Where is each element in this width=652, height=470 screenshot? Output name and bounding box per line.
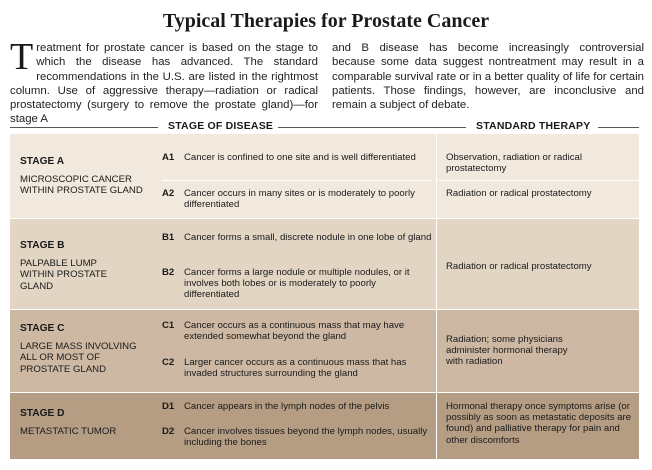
stage-name: STAGE C (20, 323, 65, 334)
stage-description: LARGE MASS INVOLVING ALL OR MOST OF PROSTATE GLAND (20, 340, 137, 375)
stage-name: STAGE A (20, 156, 65, 167)
stage-b-label (20, 240, 130, 292)
substage-text: Cancer occurs as a continuous mass that may have extended somewhat beyond the gland (184, 320, 405, 343)
substage-d1 (162, 401, 432, 412)
drop-cap: T (10, 36, 34, 78)
stage-c-label (20, 323, 145, 375)
substage-d2 (162, 426, 432, 448)
stage-description: METASTATIC TUMOR (20, 425, 117, 437)
stage-name: STAGE D (20, 408, 65, 419)
intro-right-column: and B disease has become increasingly controversial because some data suggest nontreatment may result in a comparable survival rate or in a better quality of life for certain patients. Those findings, however, are inconclusive and remain a subject of debate. (332, 42, 644, 112)
therapy-c: Radiation; some physicians administer hormonal therapy with radiation (446, 334, 568, 368)
substage-text: Cancer occurs in many sites or is moderately to poorly differentiated (184, 188, 415, 211)
stage-description: PALPABLE LUMP WITHIN PROSTATE GLAND (20, 257, 108, 292)
header-standard-therapy: STANDARD THERAPY (476, 120, 591, 132)
therapy-a1: Observation, radiation or radical prostatectomy (446, 152, 582, 175)
header-rule-middle (278, 127, 466, 128)
header-rule-left (10, 127, 158, 128)
substage-code: A2 (162, 188, 175, 199)
stage-description: MICROSCOPIC CANCER WITHIN PROSTATE GLAND (20, 173, 143, 196)
substage-code: C1 (162, 320, 175, 331)
substage-c2 (162, 357, 432, 379)
substage-b1 (162, 232, 432, 243)
substage-a2 (162, 188, 432, 210)
substage-a1 (162, 152, 432, 163)
stage-d-label (20, 408, 145, 437)
page-title: Typical Therapies for Prostate Cancer (162, 10, 490, 32)
substage-code: D2 (162, 426, 175, 437)
substage-c1 (162, 320, 432, 342)
substage-separator (162, 180, 432, 181)
substage-code: B2 (162, 267, 175, 278)
substage-code: B1 (162, 232, 175, 243)
therapy-b: Radiation or radical prostatectomy (446, 261, 592, 272)
therapy-d: Hormonal therapy once symptoms arise (or possibly as soon as metastatic deposits are found) and palliative therapy for pain and other discomforts (446, 401, 632, 446)
substage-text: Cancer forms a large nodule or multiple nodules, or it involves both lobes or is moderately to poorly differentiated (184, 267, 410, 301)
header-stage-of-disease: STAGE OF DISEASE (168, 120, 274, 132)
substage-text: Cancer is confined to one site and is well differentiated (184, 152, 416, 163)
intro-left-column (10, 36, 318, 127)
stage-a-label (20, 156, 145, 197)
substage-code: A1 (162, 152, 175, 163)
substage-b2 (162, 267, 432, 301)
column-divider (436, 134, 437, 459)
substage-text: Cancer appears in the lymph nodes of the pelvis (184, 401, 390, 412)
therapy-a2: Radiation or radical prostatectomy (446, 188, 592, 199)
substage-code: C2 (162, 357, 175, 368)
substage-text: Larger cancer occurs as a continuous mass that has invaded structures surrounding the gland (184, 357, 407, 380)
substage-text: Cancer forms a small, discrete nodule in one lobe of gland (184, 232, 432, 243)
substage-text: Cancer involves tissues beyond the lymph nodes, usually including the bones (184, 426, 428, 449)
header-rule-right (598, 127, 639, 128)
stage-name: STAGE B (20, 240, 65, 251)
therapy-separator (437, 180, 639, 181)
substage-code: D1 (162, 401, 175, 412)
intro-left-text: reatment for prostate cancer is based on the stage to which the disease has advanced. The standard recommendations in the U.S. are listed in the rightmost column. Use of aggressive therapy—radiation or radical prostatectomy (surgery to remove the prostate gland)—for stage A (10, 42, 318, 126)
